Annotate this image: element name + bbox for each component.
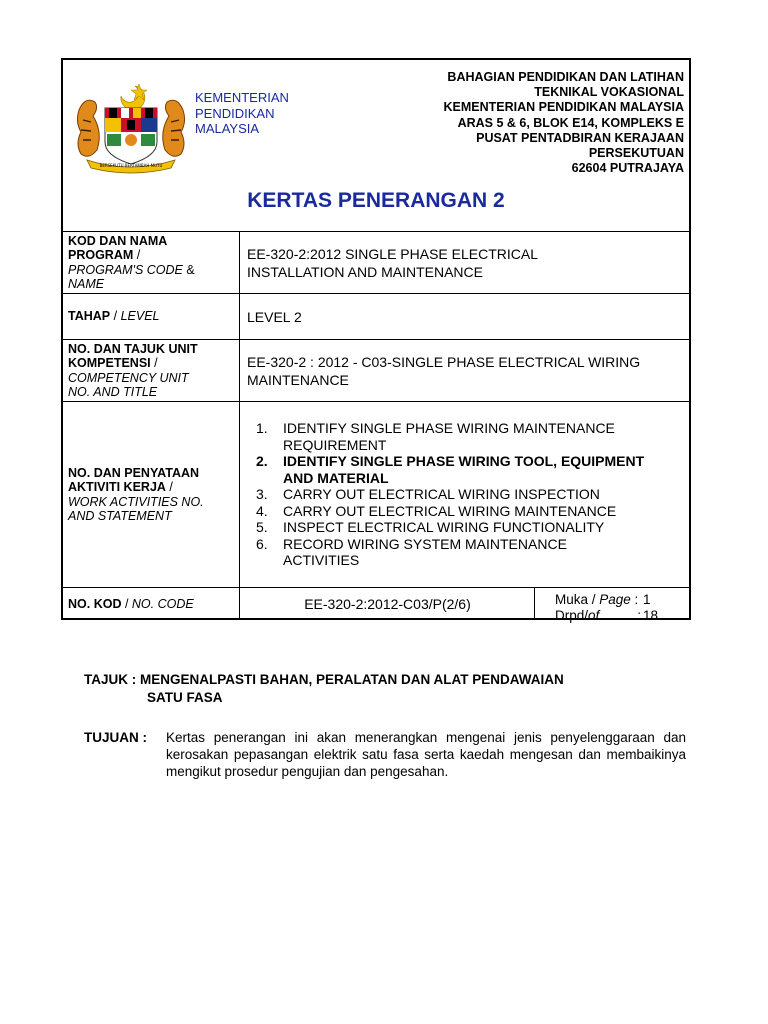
label-text: WORK ACTIVITIES NO. bbox=[68, 494, 204, 509]
item-text: IDENTIFY SINGLE PHASE WIRING MAINTENANCE bbox=[283, 420, 615, 437]
competency-unit-value bbox=[240, 340, 689, 401]
item-number: 5. bbox=[256, 519, 268, 536]
label-text: NO. DAN PENYATAAN bbox=[68, 465, 200, 480]
code-value: EE-320-2:2012-C03/P(2/6) bbox=[304, 596, 471, 612]
address-line: BAHAGIAN PENDIDIKAN DAN LATIHAN bbox=[447, 70, 684, 84]
item-text: CARRY OUT ELECTRICAL WIRING INSPECTION bbox=[283, 486, 600, 503]
label-text: LEVEL bbox=[120, 309, 160, 324]
page-label: of bbox=[588, 608, 600, 623]
subject-line: SATU FASA bbox=[147, 690, 223, 705]
address-line: TEKNIKAL VOKASIONAL bbox=[534, 85, 684, 100]
list-item bbox=[247, 503, 689, 520]
document-title: KERTAS PENERANGAN 2 bbox=[247, 189, 505, 212]
item-text: REQUIREMENT bbox=[283, 436, 387, 453]
label-text: NO. DAN TAJUK UNIT bbox=[68, 341, 198, 356]
list-item bbox=[247, 519, 689, 536]
ministry-line: MALAYSIA bbox=[195, 121, 260, 136]
label-separator: / bbox=[110, 309, 121, 324]
page-total: 18 bbox=[643, 608, 659, 623]
label-text: AKTIVITI KERJA bbox=[68, 480, 166, 494]
address-line: KEMENTERIAN PENDIDIKAN MALAYSIA bbox=[443, 100, 684, 115]
label-text: PROGRAM bbox=[68, 248, 134, 262]
list-item bbox=[247, 486, 689, 503]
page-label: : bbox=[637, 608, 642, 623]
code-label bbox=[63, 588, 240, 620]
value-line: LEVEL 2 bbox=[247, 308, 302, 325]
purpose-section bbox=[84, 729, 686, 780]
program-label bbox=[63, 232, 240, 293]
label-text: NO. CODE bbox=[131, 596, 194, 611]
subject-heading bbox=[84, 671, 564, 707]
label-text: NO. KOD bbox=[68, 596, 122, 611]
competency-unit-row bbox=[63, 340, 689, 402]
item-number: 4. bbox=[256, 502, 268, 519]
item-number: 3. bbox=[256, 486, 268, 503]
address-line: 62604 PUTRAJAYA bbox=[571, 161, 684, 176]
ministry-name bbox=[195, 90, 289, 137]
level-label bbox=[63, 294, 240, 339]
purpose-label: TUJUAN : bbox=[84, 730, 147, 745]
value-line: MAINTENANCE bbox=[247, 371, 349, 388]
label-text: PROGRAM'S CODE bbox=[68, 262, 183, 277]
label-text: NO. AND TITLE bbox=[68, 385, 158, 399]
list-item bbox=[247, 536, 689, 569]
item-text: ACTIVITIES bbox=[283, 552, 360, 569]
list-item bbox=[247, 420, 689, 453]
activities-list bbox=[247, 420, 689, 569]
label-text: TAHAP bbox=[68, 309, 111, 324]
label-separator: / bbox=[165, 480, 173, 494]
ministry-line: PENDIDIKAN bbox=[195, 105, 275, 121]
page-number bbox=[534, 588, 689, 623]
item-number: 1. bbox=[256, 420, 268, 437]
work-activities-value bbox=[240, 402, 689, 587]
program-row bbox=[63, 232, 689, 294]
program-value bbox=[240, 232, 689, 293]
label-text: NAME bbox=[68, 277, 105, 291]
value-line: EE-320-2 : 2012 - C03-SINGLE PHASE ELECTRICAL WIRING bbox=[247, 353, 641, 370]
purpose-text: Kertas penerangan ini akan menerangkan mengenai jenis penyelenggaraan dan kerosakan pepasangan elektrik satu fasa serta kaedah mengesan dan membaikinya mengikut prosedur pengujian dan pengesahan. bbox=[166, 730, 686, 779]
competency-unit-label bbox=[63, 340, 240, 401]
label-text: COMPETENCY UNIT bbox=[68, 370, 189, 385]
item-text: INSPECT ELECTRICAL WIRING FUNCTIONALITY bbox=[283, 519, 605, 536]
label-text: AND STATEMENT bbox=[68, 509, 172, 523]
list-item bbox=[247, 453, 689, 486]
label-separator: & bbox=[182, 262, 195, 277]
page-label: Muka / bbox=[555, 592, 600, 607]
value-line: INSTALLATION AND MAINTENANCE bbox=[247, 263, 483, 280]
address-line: PUSAT PENTADBIRAN KERAJAAN bbox=[476, 130, 684, 145]
page-label: : bbox=[630, 592, 639, 607]
svg-text:BERSEKUTU BERTAMBAH MUTU: BERSEKUTU BERTAMBAH MUTU bbox=[99, 163, 163, 168]
item-text: AND MATERIAL bbox=[283, 469, 389, 486]
item-text: RECORD WIRING SYSTEM MAINTENANCE bbox=[283, 535, 567, 552]
subject-line: TAJUK : MENGENALPASTI BAHAN, PERALATAN DAN ALAT PENDAWAIAN bbox=[84, 672, 564, 687]
work-activities-label bbox=[63, 402, 240, 587]
address-line: PERSEKUTUAN bbox=[588, 146, 684, 161]
item-text: IDENTIFY SINGLE PHASE WIRING TOOL, EQUIPMENT bbox=[283, 453, 645, 470]
page-label: Drpd/ bbox=[555, 608, 589, 623]
label-text: KOD DAN NAMA bbox=[68, 233, 168, 248]
page-label: Page bbox=[599, 592, 631, 607]
label-text: KOMPETENSI bbox=[68, 356, 151, 370]
page-value: 1 bbox=[643, 592, 651, 607]
ministry-line: KEMENTERIAN bbox=[195, 90, 289, 105]
item-number: 2. bbox=[256, 453, 268, 470]
document-header bbox=[63, 60, 689, 232]
item-number: 6. bbox=[256, 535, 268, 552]
item-text: CARRY OUT ELECTRICAL WIRING MAINTENANCE bbox=[283, 502, 617, 519]
address-line: ARAS 5 & 6, BLOK E14, KOMPLEKS E bbox=[457, 115, 684, 130]
value-line: EE-320-2:2012 SINGLE PHASE ELECTRICAL bbox=[247, 245, 539, 262]
malaysia-coat-of-arms-icon bbox=[71, 80, 191, 176]
work-activities-row bbox=[63, 402, 689, 588]
label-separator: / bbox=[133, 248, 141, 262]
level-row bbox=[63, 294, 689, 340]
level-value bbox=[240, 294, 689, 339]
department-address bbox=[443, 70, 684, 176]
code-row bbox=[63, 588, 689, 623]
label-separator: / bbox=[150, 356, 158, 370]
info-table bbox=[61, 58, 691, 623]
label-separator: / bbox=[121, 596, 132, 611]
